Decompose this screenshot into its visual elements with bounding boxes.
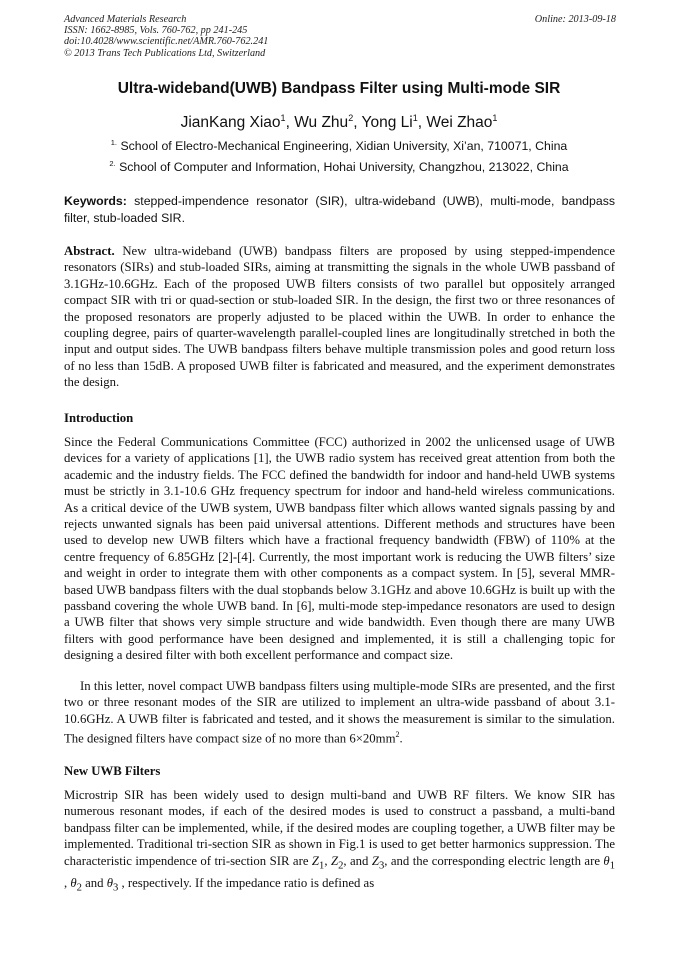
journal-name: Advanced Materials Research	[64, 14, 187, 25]
separator: ,	[64, 875, 71, 890]
affiliation-number: 1.	[110, 138, 118, 147]
theta-symbol: θ	[603, 853, 610, 868]
separator: ,	[324, 853, 331, 868]
subscript: 2	[76, 882, 82, 894]
theta-symbol: θ	[106, 875, 114, 890]
subscript: 3	[113, 882, 119, 894]
introduction-paragraph-2	[64, 678, 615, 747]
paragraph-text: , and the corresponding electric length are	[384, 853, 604, 868]
online-date: Online: 2013-09-18	[534, 14, 616, 25]
doi-line: doi:10.4028/www.scientific.net/AMR.760-762.241	[64, 36, 269, 48]
introduction-paragraph-1: Since the Federal Communications Committee (FCC) authorized in 2002 the unlicensed usage of UWB devices for a variety of applications [1], the UWB radio system has received great attention from both the academic and the industry fields. The FCC defined the bandwidth for indoor and hand-held UWB systems must be strictly in 3.1-10.6 GHz frequency spectrum for indoor and hand-held wireless communications. As a critical device of the UWB system, UWB bandpass filter which allows wanted signals passing by and rejects unwanted signals has been paid universal attentions. Different methods and structures have been used to develop new UWB filters which have a fractional frequency bandwidth (FBW) of 110% at the centre frequency of 6.85GHz [2]-[4]. Currently, the most important work is reducing the UWB filters’ size and weight in order to integrate them with other components as a compact system. In [5], several MMR-based UWB bandpass filters with the dual stopbands below 3.1GHz and above 10.6GHz is built up with the passband covering the whole UWB band. In [6], multi-mode step-impedance resonators are used to design a UWB filter that shows very simple structure and wide bandwidth. Even though there are many UWB filters with good performance have been designed and implemented, it is still a challenging topic for designing a desired filter with both excellent performance and compact size.	[64, 435, 615, 663]
author-name: Wu Zhu	[294, 114, 349, 132]
paragraph-end: .	[399, 731, 403, 746]
abstract-label: Abstract.	[64, 244, 115, 258]
keywords-text: stepped-impendence resonator (SIR), ultra-wideband (UWB), multi-mode, bandpass filter, stub-loaded SIR.	[64, 194, 615, 225]
copyright-line: © 2013 Trans Tech Publications Ltd, Switzerland	[64, 47, 266, 59]
author-name: Yong Li	[361, 114, 413, 132]
affiliation-2	[0, 159, 678, 174]
paragraph-text: In this letter, novel compact UWB bandpass filters using multiple-mode SIRs are presented, and the first two or three resonant modes of the SIR are utilized to implement an ultra-wide passband of about 3.1-10.6GHz. A UWB filter is fabricated and tested, and it shows the measurement is similar to the simulation. The designed filters have compact size of no more than	[64, 679, 615, 746]
separator: , and	[343, 853, 372, 868]
subscript: 1	[319, 860, 325, 872]
affiliation-text: School of Computer and Information, Hohai University, Changzhou, 213022, China	[119, 160, 569, 175]
impedance-symbol: Z	[330, 853, 339, 868]
paragraph-text: Microstrip SIR has been widely used to design multi-band and UWB RF filters. We know SIR has numerous resonant modes, if each of the desired modes is used to construct a passband, a multi-band bandpass filter can be implemented, while, if the desired modes are coupling together, a UWB filter may be implemented. Traditional tri-section SIR as shown in Fig.1 is used to get better harmonics suppression. The characteristic impendence of tri-section SIR are	[64, 788, 615, 868]
author-name: Wei Zhao	[426, 114, 493, 132]
author-affiliation-mark: 1	[280, 113, 286, 123]
filter-size: 6×20mm	[349, 731, 396, 746]
abstract-paragraph	[64, 243, 615, 391]
author-affiliation-mark: 2	[348, 113, 354, 123]
impedance-symbol: Z	[371, 853, 379, 868]
issn-line: ISSN: 1662-8985, Vols. 760-762, pp 241-245	[64, 25, 248, 37]
affiliation-text: School of Electro-Mechanical Engineering, Xidian University, Xi’an, 710071, China	[120, 139, 568, 154]
author-affiliation-mark: 1	[492, 113, 498, 123]
separator: and	[81, 875, 107, 890]
new-filters-heading: New UWB Filters	[64, 764, 161, 778]
new-filters-paragraph-1	[64, 787, 615, 897]
subscript: 3	[378, 860, 385, 872]
subscript: 1	[609, 860, 615, 872]
author-name: JianKang Xiao	[180, 114, 281, 132]
abstract-text: New ultra-wideband (UWB) bandpass filters are proposed by using stepped-impendence resonators (SIRs) and stub-loaded SIRs, aiming at transmitting the signals in the whole UWB passband of 3.1GHz-10.6GHz. Each of the proposed UWB filters consists of two parallel but oppositely arranged compact SIR with tri or quad-section or stub-loaded SIR. In the design, the first two or three resonances of the proposed resonators are properly adjusted to be placed within the UWB. In order to enhance the coupling degree, pairs of quarter-wavelength parallel-coupled lines are longitudinally stretched in both the input and output sides. The UWB bandpass filters behave multiple transmission poles and good return loss of no less than 15dB. A proposed UWB filter is fabricated and measured, and the experiment demonstrates the design.	[64, 244, 616, 390]
impedance-symbol: Z	[311, 853, 320, 868]
keywords-label: Keywords:	[64, 194, 127, 208]
theta-symbol: θ	[70, 875, 77, 890]
affiliation-number: 2.	[109, 159, 116, 168]
keywords-block	[64, 193, 615, 226]
introduction-heading: Introduction	[64, 411, 134, 425]
paragraph-end: , respectively. If the impedance ratio is defined as	[118, 875, 375, 890]
subscript: 2	[338, 860, 344, 872]
author-affiliation-mark: 1	[412, 113, 418, 123]
page-header	[64, 14, 616, 59]
affiliation-1	[0, 138, 678, 153]
author-list: JianKang Xiao$^1$, Wu Zhu$^2$, Yong Li$^1$, Wei Zhao$^1$	[180, 113, 498, 132]
paper-title: Ultra-wideband(UWB) Bandpass Filter using Multi-mode SIR	[117, 80, 561, 97]
size-exponent: 2	[395, 730, 400, 740]
